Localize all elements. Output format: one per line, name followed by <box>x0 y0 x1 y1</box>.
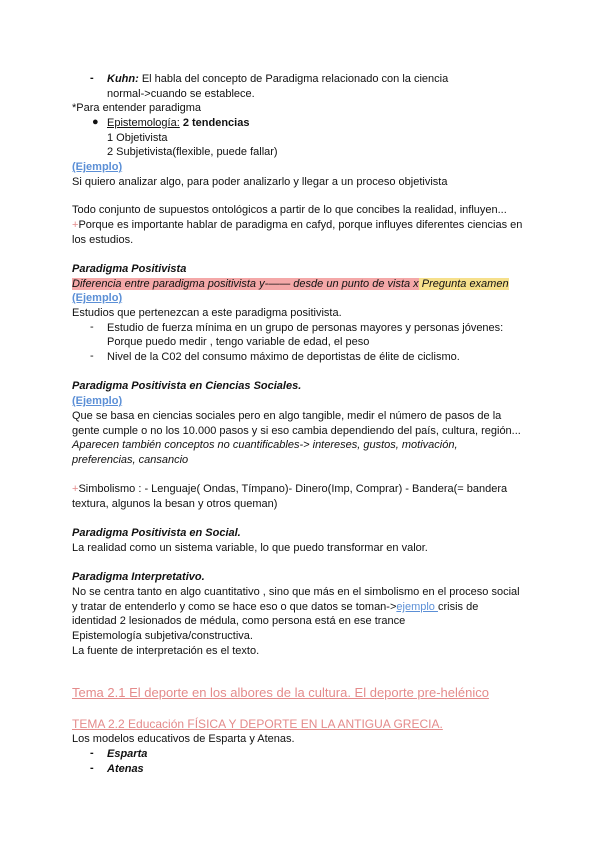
pi-line-4: Epistemología subjetiva/constructiva. <box>72 630 253 642</box>
ejemplo-inline-link[interactable]: ejemplo <box>396 601 438 613</box>
plus-mark: + <box>72 219 79 231</box>
highlight-red: Diferencia entre paradigma positivista y-—— desde un punto de vista x <box>72 278 419 290</box>
todo-conjunto: Todo conjunto de supuestos ontológicos a partir de lo que concibes la realidad, influyen... <box>72 204 507 216</box>
estudio-1a: Estudio de fuerza mínima en un grupo de personas mayores y personas jóvenes: <box>107 322 504 334</box>
porque-line-1: +Porque es importante hablar de paradigma en cafyd, porque influyes diferentes ciencias en <box>72 219 523 231</box>
highlight-yellow: Pregunta examen <box>418 278 509 290</box>
heading-ppcs: Paradigma Positivista en Ciencias Sociales. <box>72 380 302 392</box>
estudio-2: Nivel de la C02 del consumo máximo de deportistas de élite de ciclismo. <box>107 351 460 363</box>
simbolismo-line-1: +Simbolismo : - Lenguaje( Ondas, Tímpano)- Dinero(Imp, Comprar) - Bandera(= bandera <box>72 483 508 495</box>
plus-mark: + <box>72 483 79 495</box>
heading-pi: Paradigma Interpretativo. <box>72 571 205 583</box>
pps-line-1: La realidad como un sistema variable, lo que puedo transformar en valor. <box>72 542 428 554</box>
item-atenas: Atenas <box>107 763 144 775</box>
simbolismo-line-2: textura, algunos la besan y otros queman) <box>72 498 278 510</box>
heading-tema-2-1[interactable]: Tema 2.1 El deporte en los albores de la cultura. El deporte pre-helénico <box>72 685 489 700</box>
epistemologia-line <box>107 116 249 131</box>
diferencia-line <box>72 277 509 292</box>
ejemplo-link[interactable]: (Ejemplo) <box>72 292 123 304</box>
porque-line-2: los estudios. <box>72 234 134 246</box>
heading-paradigma-positivista: Paradigma Positivista <box>72 263 187 275</box>
kuhn-line <box>107 72 448 87</box>
ppcs-line-3: Aparecen también conceptos no cuantificables-> intereses, gustos, motivación, <box>72 439 458 451</box>
estudio-1b: Porque puedo medir , tengo variable de edad, el peso <box>107 336 370 348</box>
bullet-dot: ● <box>92 116 99 128</box>
kuhn-name: Kuhn: <box>107 73 139 85</box>
pi-line-2: y tratar de entenderlo y como se hace eso o que datos se toman->ejemplo crisis de <box>72 601 479 613</box>
bullet-dash: - <box>90 321 94 333</box>
epistemologia-label: Epistemología: <box>107 117 180 129</box>
kuhn-text: El habla del concepto de Paradigma relacionado con la ciencia <box>138 73 449 85</box>
heading-pps: Paradigma Positivista en Social. <box>72 527 241 539</box>
epistemologia-bold: 2 tendencias <box>179 117 250 129</box>
analizar-line: Si quiero analizar algo, para poder analizarlo y llegar a un proceso objetivista <box>72 176 448 188</box>
modelos-line: Los modelos educativos de Esparta y Atenas. <box>72 733 295 745</box>
heading-tema-2-2[interactable]: TEMA 2.2 Educación FÍSICA Y DEPORTE EN LA ANTIGUA GRECIA. <box>72 717 443 731</box>
kuhn-text-2: normal->cuando se establece. <box>107 88 255 100</box>
ppcs-line-2: gente cumple o no los 10.000 pasos y si eso cambia dependiendo del país, cultura, región... <box>72 425 521 437</box>
pi-line-5: La fuente de interpretación es el texto. <box>72 645 260 657</box>
para-entender: *Para entender paradigma <box>72 102 202 114</box>
pi-line-3: identidad 2 lesionados de médula, como persona está en ese trance <box>72 615 406 627</box>
item-esparta: Esparta <box>107 748 148 760</box>
epistemologia-item-1: 1 Objetivista <box>107 132 168 144</box>
bullet-dash: - <box>90 350 94 362</box>
ppcs-line-1: Que se basa en ciencias sociales pero en algo tangible, medir el número de pasos de la <box>72 410 502 422</box>
estudios-line: Estudios que pertenezcan a este paradigma positivista. <box>72 307 342 319</box>
pi-line-1: No se centra tanto en algo cuantitativo , sino que más en el simbolismo en el proceso social <box>72 586 520 598</box>
ppcs-line-4: preferencias, cansancio <box>72 454 189 466</box>
ejemplo-link[interactable]: (Ejemplo) <box>72 161 123 173</box>
bullet-dash: - <box>90 72 94 84</box>
epistemologia-item-2: 2 Subjetivista(flexible, puede fallar) <box>107 146 278 158</box>
ejemplo-link[interactable]: (Ejemplo) <box>72 395 123 407</box>
bullet-dash: - <box>90 762 94 774</box>
bullet-dash: - <box>90 747 94 759</box>
